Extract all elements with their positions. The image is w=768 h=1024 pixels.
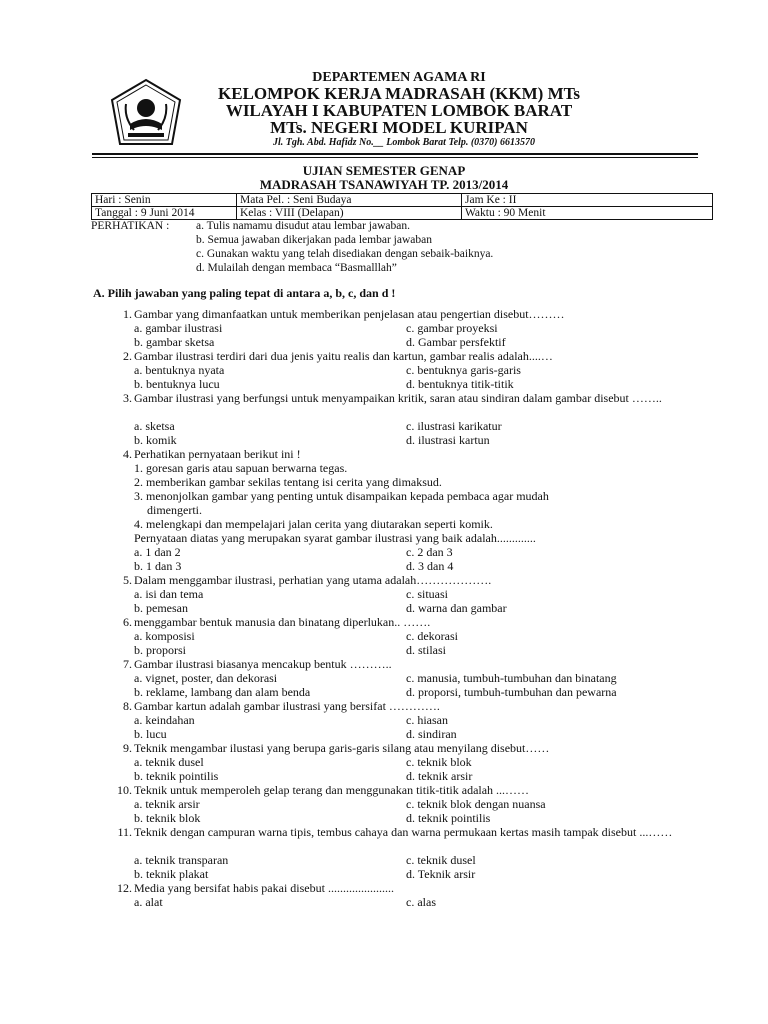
question-text: Teknik mengambar ilustasi yang berupa garis-garis silang atau menyilang disebut…… [134, 741, 550, 755]
option-d: d. sindiran [406, 727, 457, 741]
option-c: c. teknik blok dengan nuansa [406, 797, 546, 811]
option-c: c. hiasan [406, 713, 448, 727]
option-d: d. stilasi [406, 643, 447, 657]
option-c: c. manusia, tumbuh-tumbuhan dan binatang [406, 671, 617, 685]
info-kelas: Kelas : VIII (Delapan) [237, 207, 462, 220]
question-text: Gambar ilustrasi yang berfungsi untuk menyampaikan kritik, saran atau sindiran dalam gambar disebut …….. [134, 391, 662, 405]
option-a: a. teknik transparan [134, 853, 229, 867]
option-c: c. dekorasi [406, 629, 458, 643]
option-a: a. isi dan tema [134, 587, 204, 601]
option-c: c. gambar proyeksi [406, 321, 498, 335]
question-text: Gambar ilustrasi biasanya mencakup bentuk ……….. [134, 657, 392, 671]
statement-3-continued: dimengerti. [147, 503, 202, 517]
option-a: a. komposisi [134, 629, 195, 643]
exam-info-table [91, 193, 713, 220]
option-a: a. bentuknya nyata [134, 363, 225, 377]
option-a: a. teknik arsir [134, 797, 200, 811]
info-hari: Hari : Senin [92, 194, 237, 207]
exam-subtitle: MADRASAH TSANAWIYAH TP. 2013/2014 [259, 177, 509, 192]
question-text: Teknik dengan campuran warna tipis, tembus cahaya dan warna permukaan kertas masih tampak disebut ...…… [134, 825, 673, 839]
option-b: b. proporsi [134, 643, 186, 657]
question-number: 12. [117, 881, 132, 895]
option-c: c. 2 dan 3 [406, 545, 453, 559]
statement-4: 4. melengkapi dan mempelajari jalan cerita yang diutarakan seperti komik. [134, 517, 493, 531]
question-text: Dalam menggambar ilustrasi, perhatian yang utama adalah………………. [134, 573, 492, 587]
question-number: 10. [117, 783, 132, 797]
option-b: b. pemesan [134, 601, 188, 615]
option-b: b. bentuknya lucu [134, 377, 220, 391]
option-d: d. teknik arsir [406, 769, 473, 783]
option-a: a. alat [134, 895, 163, 909]
question-number: 2. [123, 349, 132, 363]
option-b: b. teknik plakat [134, 867, 209, 881]
option-c: c. alas [406, 895, 436, 909]
option-b: b. teknik blok [134, 811, 201, 825]
question-text: Teknik untuk memperoleh gelap terang dan menggunakan titik-titik adalah ...…… [134, 783, 530, 797]
option-b: b. lucu [134, 727, 167, 741]
option-d: d. proporsi, tumbuh-tumbuhan dan pewarna [406, 685, 617, 699]
option-d: d. ilustrasi kartun [406, 433, 490, 447]
statement-1: 1. goresan garis atau sapuan berwarna tegas. [134, 461, 348, 475]
question-number: 9. [123, 741, 132, 755]
question-number: 5. [123, 573, 132, 587]
header-rule-thin [92, 157, 698, 158]
option-d: d. warna dan gambar [406, 601, 507, 615]
option-d: d. bentuknya titik-titik [406, 377, 514, 391]
perhatikan-c: c. Gunakan waktu yang telah disediakan dengan sebaik-baiknya. [196, 248, 494, 260]
option-c: c. teknik blok [406, 755, 472, 769]
option-a: a. gambar ilustrasi [134, 321, 223, 335]
option-a: a. vignet, poster, dan dekorasi [134, 671, 278, 685]
header-rule-thick [92, 153, 698, 155]
question-text: Media yang bersifat habis pakai disebut ...................... [134, 881, 394, 895]
option-d: d. Teknik arsir [406, 867, 476, 881]
question-text: Gambar ilustrasi terdiri dari dua jenis yaitu realis dan kartun, gambar realis adalah....… [134, 349, 553, 363]
question-text: Perhatikan pernyataan berikut ini ! [134, 447, 301, 461]
question-text: menggambar bentuk manusia dan binatang diperlukan.. ……. [134, 615, 431, 629]
option-d: d. Gambar persfektif [406, 335, 506, 349]
option-d: d. teknik pointilis [406, 811, 491, 825]
option-c: c. ilustrasi karikatur [406, 419, 502, 433]
header-line-2: KELOMPOK KERJA MADRASAH (KKM) MTs [217, 84, 581, 103]
question-number: 1. [123, 307, 132, 321]
option-b: b. gambar sketsa [134, 335, 215, 349]
question-text: Gambar yang dimanfaatkan untuk memberikan penjelasan atau pengertian disebut……… [134, 307, 565, 321]
section-a-instruction: A. Pilih jawaban yang paling tepat di antara a, b, c, dan d ! [93, 286, 396, 300]
option-a: a. teknik dusel [134, 755, 204, 769]
option-b: b. komik [134, 433, 177, 447]
statement-3: 3. menonjolkan gambar yang penting untuk disampaikan kepada pembaca agar mudah [134, 489, 549, 503]
perhatikan-d: d. Mulailah dengan membaca “Basmalllah” [196, 262, 397, 274]
header-address: Jl. Tgh. Abd. Hafidz No.__ Lombok Barat Telp. (0370) 6613570 [272, 137, 536, 148]
option-a: a. keindahan [134, 713, 195, 727]
option-d: d. 3 dan 4 [406, 559, 454, 573]
info-tanggal: Tanggal : 9 Juni 2014 [92, 207, 237, 220]
question-number: 4. [123, 447, 132, 461]
option-c: c. bentuknya garis-garis [406, 363, 521, 377]
header-line-1: DEPARTEMEN AGAMA RI [312, 70, 486, 85]
question-number: 8. [123, 699, 132, 713]
info-mapel: Mata Pel. : Seni Budaya [237, 194, 462, 207]
header-line-3: WILAYAH I KABUPATEN LOMBOK BARAT [225, 101, 573, 120]
option-a: a. 1 dan 2 [134, 545, 181, 559]
option-c: c. situasi [406, 587, 448, 601]
header-line-4: MTs. NEGERI MODEL KURIPAN [270, 118, 528, 137]
question-text: Gambar kartun adalah gambar ilustrasi yang bersifat …………. [134, 699, 440, 713]
perhatikan-b: b. Semua jawaban dikerjakan pada lembar jawaban [196, 234, 432, 246]
info-waktu: Waktu : 90 Menit [462, 207, 713, 220]
exam-title: UJIAN SEMESTER GENAP [302, 163, 466, 178]
perhatikan-label: PERHATIKAN : [91, 220, 170, 232]
perhatikan-a: a. Tulis namamu disudut atau lembar jawaban. [196, 220, 410, 232]
info-jamke: Jam Ke : II [462, 194, 713, 207]
question-number: 6. [123, 615, 132, 629]
question-number: 11. [117, 825, 132, 839]
option-b: b. reklame, lambang dan alam benda [134, 685, 311, 699]
option-b: b. 1 dan 3 [134, 559, 182, 573]
statement-2: 2. memberikan gambar sekilas tentang isi cerita yang dimaksud. [134, 475, 442, 489]
option-a: a. sketsa [134, 419, 175, 433]
question-number: 3. [123, 391, 132, 405]
question-prompt: Pernyataan diatas yang merupakan syarat gambar ilustrasi yang baik adalah............. [134, 531, 536, 545]
option-b: b. teknik pointilis [134, 769, 219, 783]
option-c: c. teknik dusel [406, 853, 476, 867]
question-number: 7. [123, 657, 132, 671]
